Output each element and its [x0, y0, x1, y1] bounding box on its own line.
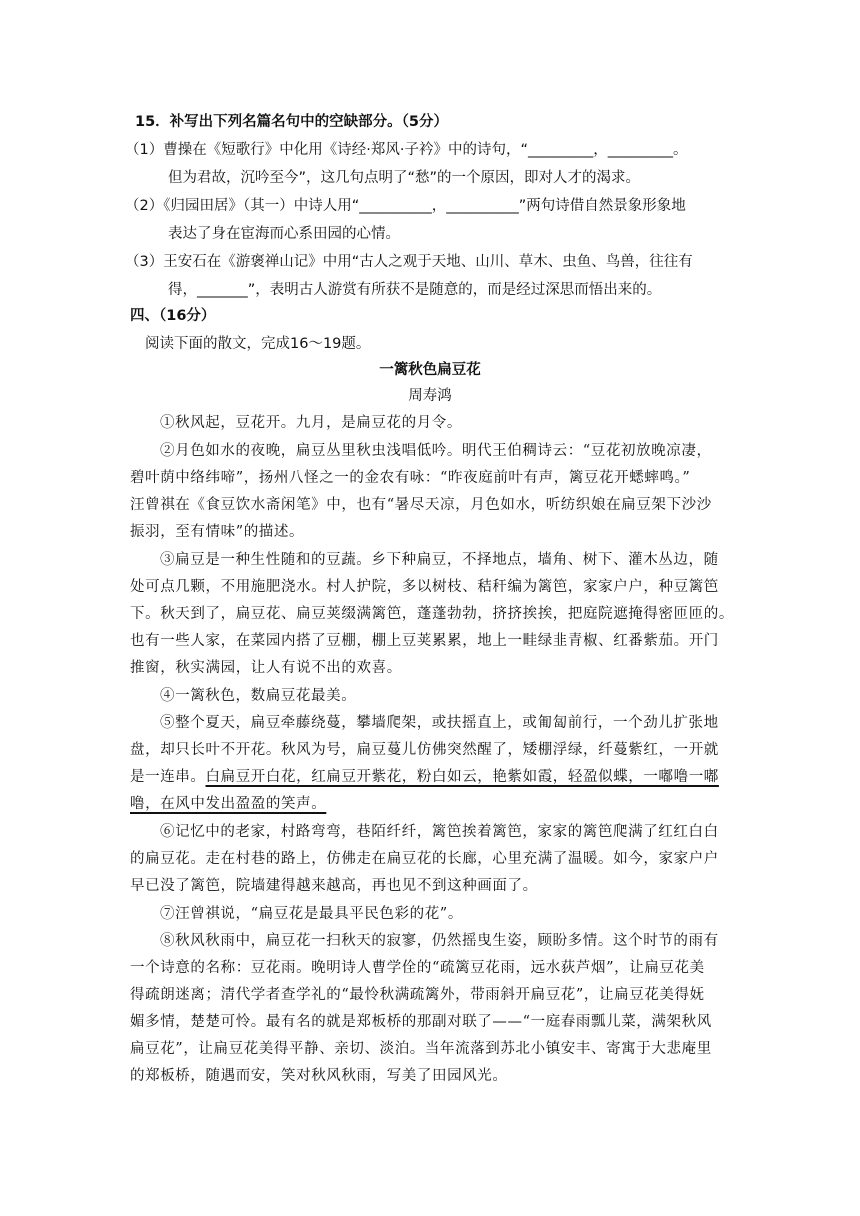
- underlined-sentence: 白扁豆开白花，红扁豆开紫花，粉白如云，艳紫如霞，轻盈似蝶，一嘟噜一嘟: [205, 769, 719, 785]
- essay-line: 下。秋天到了，扁豆花、扁豆荚缀满篱笆，蓬蓬勃勃，挤挤挨挨，把庭院遮掩得密匝匝的。: [130, 606, 734, 622]
- essay-line: ④一篱秋色，数扁豆花最美。: [160, 688, 357, 704]
- question-15-item-3-line-1: （3）王安石在《游褒禅山记》中用“古人之观于天地、山川、草木、虫鱼、鸟兽，往往有: [125, 254, 693, 270]
- essay-line: 媚多情，楚楚可怜。最有名的就是郑板桥的那副对联了——“一庭春雨瓢儿菜，满架秋风: [130, 1014, 712, 1030]
- essay-line: 汪曾祺在《食豆饮水斋闲笔》中，也有“暑尽天凉，月色如水，听纺织娘在扁豆架下沙沙: [130, 497, 712, 513]
- essay-line: ⑧秋风秋雨中，扁豆花一扫秋天的寂寥，仍然摇曳生姿，顾盼多情。这个时节的雨有: [160, 933, 719, 949]
- essay-line: 一个诗意的名称：豆花雨。晚明诗人曹学佺的“疏篱豆花雨，远水荻芦烟”，让扁豆花美: [130, 960, 705, 976]
- essay-line: 盘，却只长叶不开花。秋风为号，扁豆蔓儿仿佛突然醒了，矮棚浮绿，纤蔓紫红，一开就: [130, 742, 719, 758]
- section-4-instruction: 阅读下面的散文，完成16～19题。: [145, 336, 371, 352]
- question-15-item-2-line-1: （2）《归园田居》（其一）中诗人用“__________，__________”两句诗借自然景象形象地: [125, 198, 686, 214]
- essay-line: ③扁豆是一种生性随和的豆蔬。乡下种扁豆，不择地点，墙角、树下、灌木丛边，随: [160, 552, 719, 568]
- essay-author: 周寿鸿: [408, 388, 452, 404]
- section-4-heading: 四、（16分）: [130, 308, 216, 324]
- essay-line-plain: 是一连串。: [130, 769, 206, 785]
- essay-line: ⑤整个夏天，扁豆牵藤绕蔓，攀墙爬架，或扶摇直上，或匍匐前行，一个劲儿扩张地: [160, 715, 719, 731]
- essay-line: ①秋风起，豆花开。九月，是扁豆花的月令。: [160, 415, 462, 431]
- essay-line: 早已没了篱笆，院墙建得越来越高，再也见不到这种画面了。: [130, 878, 538, 894]
- question-15-item-1-line-2: 但为君故，沉吟至今”，这几句点明了“愁”的一个原因，即对人才的渴求。: [168, 170, 641, 186]
- essay-line: 的郑板桥，随遇而安，笑对秋风秋雨，写美了田园风光。: [130, 1068, 508, 1084]
- essay-line: ②月色如水的夜晚，扁豆丛里秋虫浅唱低吟。明代王伯稠诗云：“豆花初放晚凉凄，: [160, 443, 712, 459]
- question-15-item-2-line-2: 表达了身在宦海而心系田园的心情。: [168, 226, 400, 242]
- essay-line: ⑥记忆中的老家，村路弯弯，巷陌纤纤，篱笆挨着篱笆，家家的篱笆爬满了红红白白: [160, 824, 719, 840]
- essay-line: ⑦汪曾祺说，“扁豆花是最具平民色彩的花”。: [160, 906, 463, 922]
- essay-line: 得疏朗迷离；清代学者查学礼的“最怜秋满疏篱外，带雨斜开扁豆花”，让扁豆花美得妩: [130, 987, 705, 1003]
- essay-line: 处可点几颗，不用施肥浇水。村人护院，多以树枝、秸秆编为篱笆，家家户户，种豆篱笆: [130, 579, 719, 595]
- essay-line: 扁豆花”，让扁豆花美得平静、亲切、淡泊。当年流落到苏北小镇安丰、寄寓于大悲庵里: [130, 1041, 712, 1057]
- question-15-item-3-line-2: 得，_______”，表明古人游赏有所获不是随意的，而是经过深思而悟出来的。: [168, 282, 662, 298]
- essay-line-mixed: [130, 765, 719, 789]
- underlined-sentence-end: 噜，在风中发出盈盈的笑声。: [130, 796, 327, 812]
- essay-line: 的扁豆花。走在村巷的路上，仿佛走在扁豆花的长廊，心里充满了温暖。如今，家家户户: [130, 851, 719, 867]
- question-15-item-1-line-1: （1）曹操在《短歌行》中化用《诗经·郑风·子衿》中的诗句，“_________，_________。: [125, 142, 688, 158]
- essay-line: 推窗，秋实满园，让人有说不出的欢喜。: [130, 660, 402, 676]
- essay-line: 碧叶荫中络纬啼”，扬州八怪之一的金农有咏：“昨夜庭前叶有声，篱豆花开蟋蟀鸣。”: [130, 470, 691, 486]
- essay-title: 一篱秋色扁豆花: [379, 362, 481, 378]
- essay-line: 振羽，至有情味”的描述。: [130, 524, 305, 540]
- essay-line: 也有一些人家，在菜园内搭了豆棚，棚上豆荚累累，地上一畦绿韭青椒、红番紫茄。开门: [130, 633, 719, 649]
- question-15-title: 15．补写出下列名篇名句中的空缺部分。（5分）: [135, 114, 449, 130]
